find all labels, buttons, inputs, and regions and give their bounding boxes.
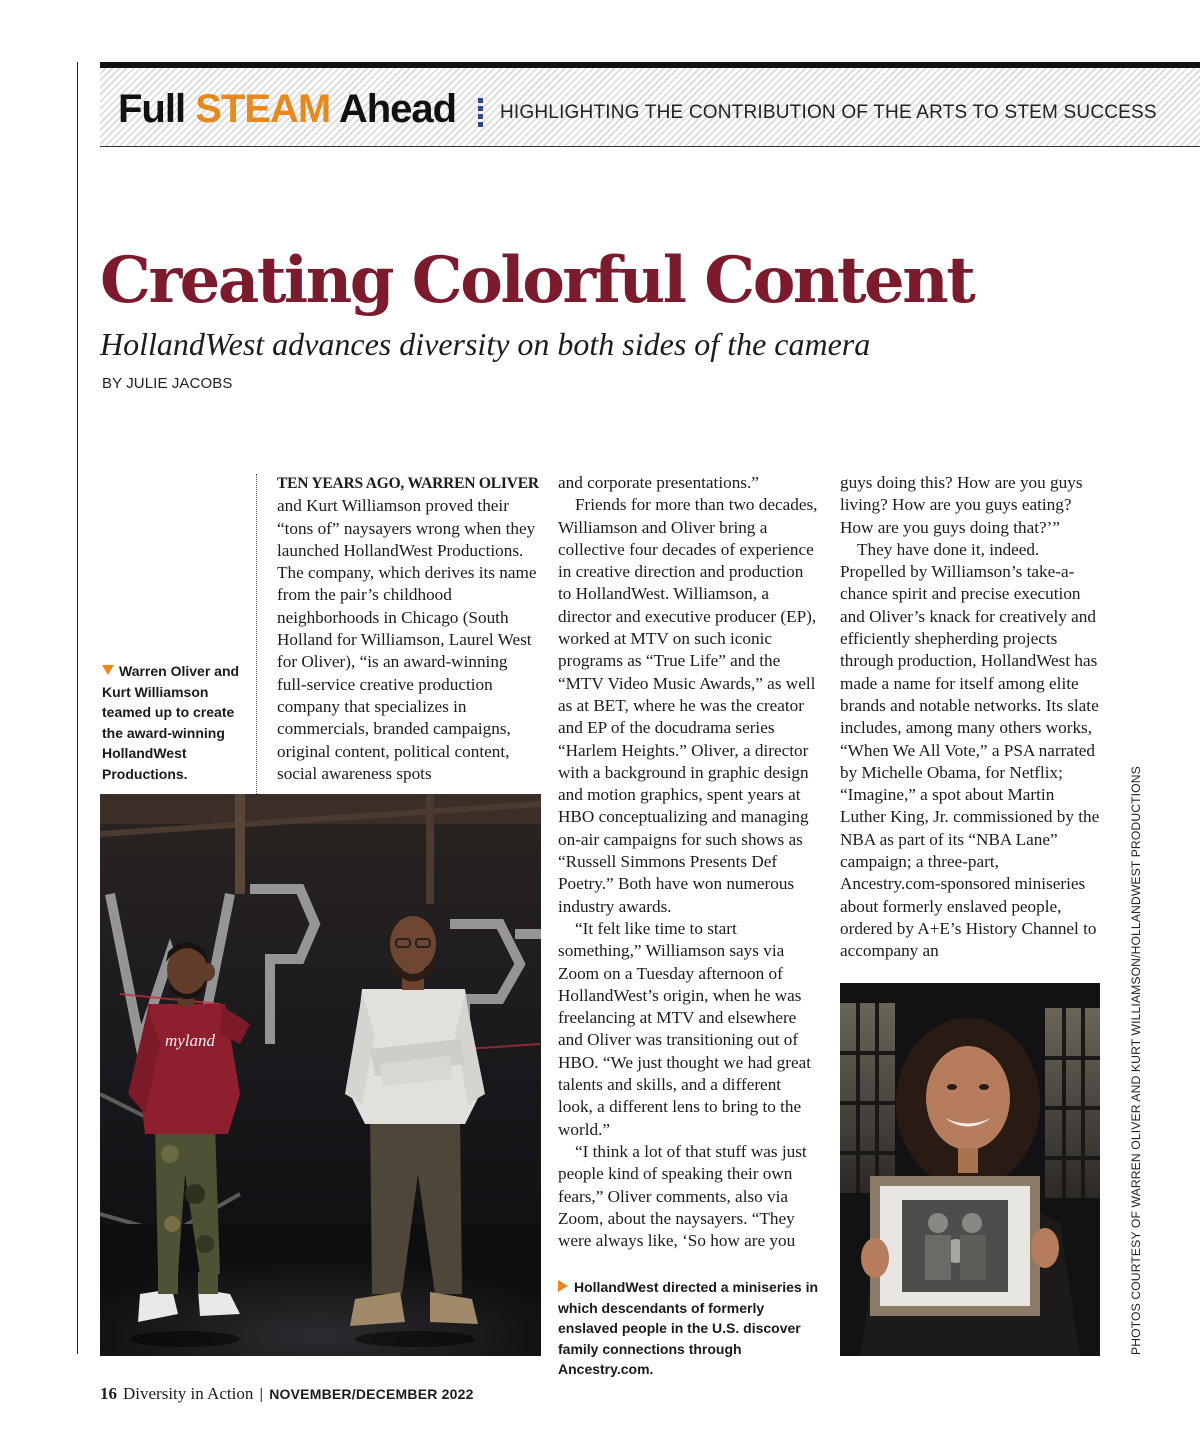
lead-in: TEN YEARS AGO, WARREN OLIVER bbox=[277, 475, 539, 492]
section-banner bbox=[100, 62, 1200, 147]
byline: BY JULIE JACOBS bbox=[102, 375, 233, 392]
footer-separator: | bbox=[259, 1386, 264, 1403]
photo-caption-2: HollandWest directed a miniseries in which descendants of formerly enslaved people in the U.S. discover family connections through Ancestry.com. bbox=[558, 1279, 819, 1377]
banner-divider-dots-icon bbox=[478, 98, 483, 126]
caption-divider bbox=[256, 474, 257, 796]
photo-credit: PHOTOS COURTESY OF WARREN OLIVER AND KURT WILLIAMSON/HOLLANDWEST PRODUCTIONS bbox=[1129, 766, 1143, 1355]
participant-illustration bbox=[840, 983, 1100, 1356]
article-headline: Creating Colorful Content bbox=[100, 243, 974, 318]
founders-illustration bbox=[100, 794, 541, 1356]
section-title-accent: STEAM bbox=[195, 87, 331, 131]
article-subheadline: HollandWest advances diversity on both sides of the camera bbox=[100, 326, 871, 362]
body-column-1 bbox=[277, 472, 539, 785]
paragraph: guys doing this? How are you guys living? How are you guys eating? How are you guys doing that?’” bbox=[840, 473, 1083, 537]
paragraph: TEN YEARS AGO, WARREN OLIVER and Kurt Williamson proved their “tons of” naysayers wrong when they launched HollandWest Productions. The company, which derives its name from the pair’s childhood neighborhoods in Chicago (South Holland for Williamson, Laurel West for Oliver), “is an award-winning full-service creative production company that specializes in commercials, branded campaigns, original content, political content, social awareness spots bbox=[277, 475, 539, 783]
photo-miniseries-participant bbox=[840, 983, 1100, 1356]
magazine-name: Diversity in Action bbox=[123, 1384, 254, 1403]
paragraph: They have done it, indeed. Propelled by Williamson’s take-a-chance spirit and precise execution and Oliver’s knack for creatively and efficiently shepherding projects through production, HollandWest has made a name for itself among elite brands and notable networks. Its slate includes, among many others works, “When We All Vote,” a PSA narrated by Michelle Obama, for Netflix; “Imagine,” a spot about Martin Luther King, Jr. commissioned by the NBA as part of its “NBA Lane” campaign; a three-part, Ancestry.com-sponsored miniseries about formerly enslaved people, ordered by A+E’s History Channel to accompany an bbox=[840, 539, 1100, 961]
section-title: Full STEAM Ahead bbox=[118, 87, 457, 131]
paragraph: “It felt like time to start something,” Williamson says via Zoom on a Tuesday afternoon of HollandWest’s origin, when he was freelancing at MTV and elsewhere and Oliver was transitioning out of HBO. “We just thought we had great talents and skills, and a different look, a different lens to bring to the world.” bbox=[558, 918, 812, 1139]
paragraph: “I think a lot of that stuff was just people kind of speaking their own fears,” Oliver comments, also via Zoom, about the naysayers. “They were always like, ‘So how are you bbox=[558, 1141, 807, 1251]
paragraph: Friends for more than two decades, Williamson and Oliver bring a collective four decades of experience in creative direction and production to HollandWest. Williamson, a director and executive producer (EP), worked at MTV on such iconic programs as “True Life” and the “MTV Video Music Awards,” as well as at BET, where he was the creator and EP of the docudrama series “Harlem Heights.” Oliver, a director with a background in graphic design and motion graphics, spent years at HBO conceptualizing and managing on-air campaigns for such shows as “Russell Simmons Presents Def Poetry.” Both have won numerous industry awards. bbox=[558, 495, 818, 916]
photo-caption-1: Warren Oliver and Kurt Williamson teamed up to create the award-winning HollandWest Productions. bbox=[102, 663, 240, 782]
paragraph: and corporate presentations.” bbox=[558, 473, 759, 492]
issue-date: NOVEMBER/DECEMBER 2022 bbox=[269, 1386, 474, 1402]
page-number: 16 bbox=[100, 1384, 117, 1403]
photo-founders bbox=[100, 794, 541, 1356]
sweatshirt-text: myland bbox=[165, 1031, 216, 1050]
page-footer bbox=[100, 1383, 474, 1406]
body-column-3 bbox=[840, 472, 1102, 963]
left-margin-rule bbox=[77, 62, 78, 1354]
caption-arrow-down-icon bbox=[102, 665, 114, 675]
caption-arrow-right-icon bbox=[558, 1280, 568, 1292]
section-tagline: HIGHLIGHTING THE CONTRIBUTION OF THE ARTS TO STEM SUCCESS bbox=[500, 102, 1157, 123]
body-column-2 bbox=[558, 472, 820, 1252]
